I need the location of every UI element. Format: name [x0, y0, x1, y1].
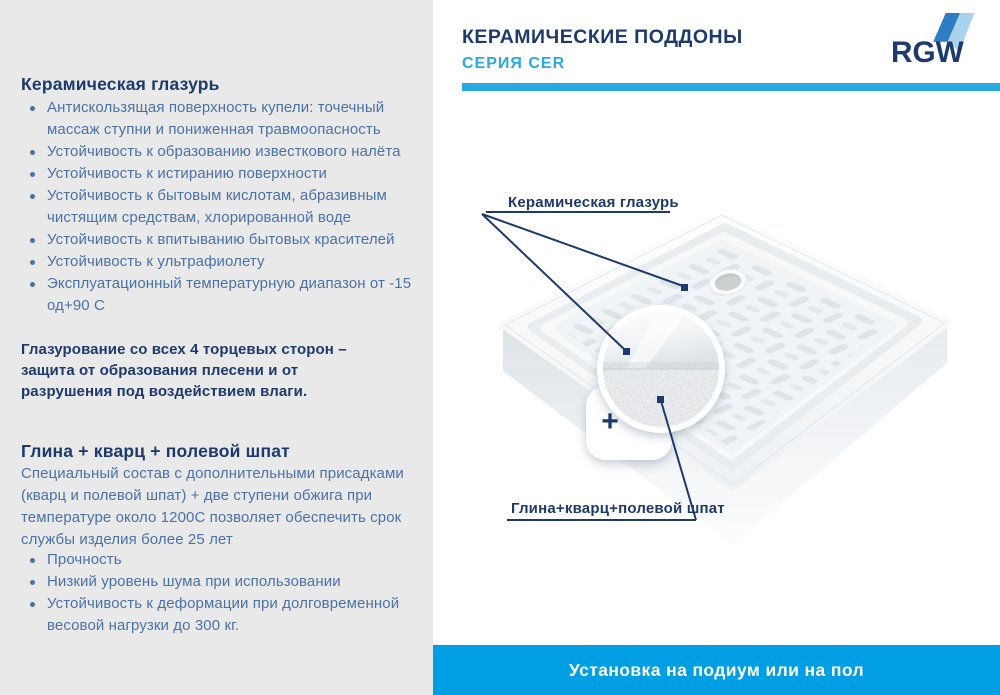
bullet-item: Эксплуатационный температурную диапазон от -15 од+90 С — [21, 273, 425, 317]
header-divider — [462, 83, 1000, 91]
figure-label-clay: Глина+кварц+полевой шпат — [511, 500, 725, 517]
callout-dot-drain — [681, 284, 688, 291]
bullet-item: Устойчивость к образованию известкового налёта — [21, 141, 425, 163]
logo-brand-text: RGW — [891, 35, 964, 68]
figure-label-glaze: Керамическая глазурь — [508, 194, 679, 211]
rgw-logo — [891, 6, 987, 68]
bullet-item: Прочность — [21, 549, 425, 571]
bullet-item: Устойчивость к истиранию поверхности — [21, 163, 425, 185]
clay-paragraph: Специальный состав с дополнительными присадками (кварц и полевой шпат) + две ступени обжига при температуре около 1200C позволяет обеспечить срок службы изделия более 25 лет — [21, 465, 404, 548]
bullet-item: Устойчивость к бытовым кислотам, абразивным чистящим средствам, хлорированной воде — [21, 185, 425, 229]
tray-body — [505, 215, 945, 542]
bullet-item: Устойчивость к ультрафиолету — [21, 251, 425, 273]
section-glaze-heading: Керамическая глазурь — [21, 74, 220, 94]
glaze-bullet-list — [21, 97, 425, 317]
footer-banner-text: Установка на подиум или на пол — [568, 659, 865, 680]
callout-dot-granular — [657, 396, 664, 403]
page-title: КЕРАМИЧЕСКИЕ ПОДДОНЫ — [462, 26, 743, 48]
clay-bullet-list — [21, 549, 425, 637]
bullet-item: Антискользящая поверхность купели: точечный массаж ступни и пониженная травмоопасность — [21, 97, 425, 141]
bullet-item: Низкий уровень шума при использовании — [21, 571, 425, 593]
plus-sign: + — [601, 405, 619, 438]
footer-banner — [433, 645, 1000, 695]
bullet-item: Устойчивость к впитыванию бытовых красителей — [21, 229, 425, 251]
page-subtitle: СЕРИЯ CER — [462, 55, 566, 72]
callout-dot-glaze — [623, 348, 630, 355]
bullet-item: Устойчивость к деформации при долговременной весовой нагрузки до 300 кг. — [21, 593, 425, 637]
glazing-highlight-paragraph: Глазурование со всех 4 торцевых сторон – защита от образования плесени и от разрушения под воздействием влаги. — [21, 341, 347, 400]
info-panel — [0, 0, 433, 695]
section-clay-heading: Глина + кварц + полевой шпат — [21, 441, 290, 461]
